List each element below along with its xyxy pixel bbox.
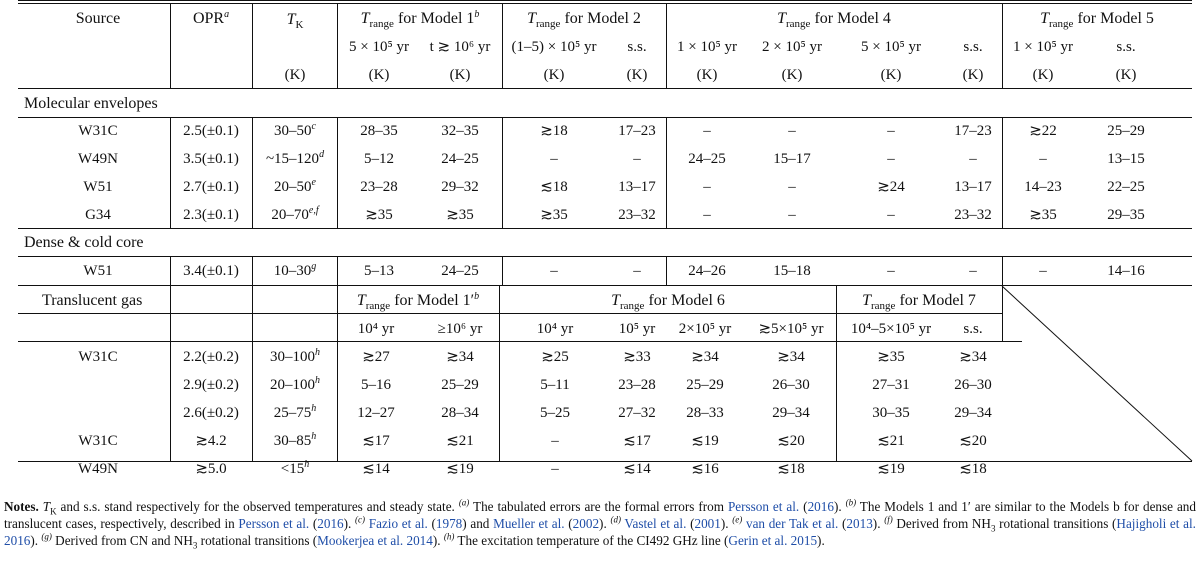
notes-text: The excitation temperature of the CI492 GHz line ( <box>454 533 729 548</box>
cell-opr: 2.3(±0.1) <box>183 207 239 223</box>
cell-opr: 2.5(±0.1) <box>183 123 239 139</box>
cell-trange: – <box>788 207 796 223</box>
cell-trange: ≳34 <box>691 349 719 365</box>
cell-trange: ≲18 <box>959 461 987 477</box>
unit-m4-col3: (K) <box>880 67 902 83</box>
cell-trange: 23–28 <box>618 377 656 393</box>
cell-source: W51 <box>83 263 113 279</box>
header-m5-col2: s.s. <box>1116 39 1136 55</box>
cell-trange: ≲21 <box>877 433 905 449</box>
citation-mueller[interactable]: Mueller et al. <box>493 516 565 531</box>
cell-trange: – <box>1039 151 1047 167</box>
citation-fazio[interactable]: Fazio et al. <box>368 516 428 531</box>
table-row <box>85 205 1145 223</box>
header-model5: $T_{range}$ for Model 5 <box>1040 10 1154 30</box>
cell-trange: – <box>551 433 559 449</box>
header-m6-col3: 2×10⁵ yr <box>678 321 732 337</box>
header-m1-col1: 5 × 10⁵ yr <box>349 39 409 55</box>
cell-trange: ≲19 <box>877 461 905 477</box>
header-m4-col1: 1 × 10⁵ yr <box>677 39 737 55</box>
header-m1-col2: t ≳ 10⁶ yr <box>429 39 491 55</box>
cell-trange: – <box>633 151 641 167</box>
header-row-1 <box>76 9 1154 31</box>
header-m1p-col2: ≥10⁶ yr <box>437 321 483 337</box>
cell-trange: 29–32 <box>441 179 479 195</box>
cell-opr: 2.9(±0.2) <box>183 377 239 393</box>
cell-trange: 5–16 <box>361 377 391 393</box>
notes-text: The Models 1 and 1′ are similar to the Models b for dense and translucent cases, respectively, described in <box>4 499 1196 531</box>
cell-trange: 24–25 <box>441 263 479 279</box>
cell-tk: $<15^h$ <box>280 459 310 477</box>
notes-text: ). <box>432 533 444 548</box>
cell-trange: 17–23 <box>618 123 656 139</box>
cell-trange: 23–32 <box>618 207 656 223</box>
cell-trange: ≳27 <box>362 349 390 365</box>
notes-text: . <box>725 516 733 531</box>
cell-source: W31C <box>78 349 118 365</box>
cell-trange: – <box>633 263 641 279</box>
cell-tk: ~15–120$^d$ <box>265 149 325 167</box>
cell-trange: 24–26 <box>688 263 726 279</box>
notes-text: Derived from CN and NH <box>51 533 193 548</box>
cell-trange: 17–23 <box>954 123 992 139</box>
cell-trange: 29–35 <box>1107 207 1145 223</box>
citation-persson-year[interactable]: 2016 <box>807 499 834 514</box>
header-model1p: $T_{range}$ for Model $1'^b$ <box>356 291 480 312</box>
cell-trange: ≳18 <box>540 123 568 139</box>
cell-opr: 3.5(±0.1) <box>183 151 239 167</box>
cell-source: W51 <box>83 179 113 195</box>
cell-trange: ≳22 <box>1029 123 1057 139</box>
cell-tk: 20–70$^{e,f}$ <box>271 205 319 223</box>
section-translucent-gas: Translucent gas <box>42 292 143 309</box>
header-m4-col3: 5 × 10⁵ yr <box>861 39 921 55</box>
cell-trange: 14–23 <box>1024 179 1062 195</box>
header-m4-col4: s.s. <box>963 39 983 55</box>
unit-m2-col2: (K) <box>626 67 648 83</box>
header-m5-col1: 1 × 10⁵ yr <box>1013 39 1073 55</box>
table-row <box>78 121 1144 139</box>
cell-trange: 32–35 <box>441 123 479 139</box>
data-table <box>18 0 1192 477</box>
cell-opr: ≳5.0 <box>195 461 227 477</box>
header-tk: $T_K$ <box>286 11 304 31</box>
header-model7: $T_{range}$ for Model 7 <box>862 292 976 312</box>
table-notes: Notes. $T_K$ and s.s. stand respectively for the observed temperatures and steady state. $^{(a)}$ The tabulated errors are the formal errors from Persson et al. (2016). $^{(b)}$ The Models 1 and 1′ are similar to the Models b for dense and translucent cases, respectively, described in Persson et al. (2016). $^{(c)}$ Fazio et al. (1978) and Mueller et al. (2002). $^{(d)}$ Vastel et al. (2001). $^{(e)}$ van der Tak et al. (2013). $^{(f)}$ Derived from $NH_3$ rotational transitions (Hajigholi et al. 2016). $^{(g)}$ Derived from CN and $NH_3$ rotational transitions (Mookerjea et al. 2014). $^{(h)}$ The excitation temperature of the CI492 GHz line (Gerin et al. 2015). <box>4 497 1196 551</box>
cell-trange: – <box>969 263 977 279</box>
nh3-subscript: 3 <box>192 540 198 551</box>
cell-trange: ≳35 <box>365 207 393 223</box>
note-marker-f: (f) <box>884 514 893 525</box>
cell-source: W31C <box>78 433 118 449</box>
unit-m1-col2: (K) <box>449 67 471 83</box>
cell-trange: – <box>703 123 711 139</box>
cell-trange: – <box>1039 263 1047 279</box>
header-m6-col1: 10⁴ yr <box>536 321 574 337</box>
cell-trange: 13–17 <box>954 179 992 195</box>
unit-m5-col2: (K) <box>1115 67 1137 83</box>
unit-m4-col4: (K) <box>962 67 984 83</box>
cell-trange: – <box>969 151 977 167</box>
cell-trange: 5–12 <box>364 151 394 167</box>
cell-tk: 20–100$^h$ <box>270 375 320 393</box>
cell-trange: – <box>703 207 711 223</box>
notes-text: and s.s. stand respectively for the observed temperatures and steady state. <box>56 499 459 514</box>
cell-trange: ≲21 <box>446 433 474 449</box>
cell-trange: 29–34 <box>954 405 992 421</box>
header-m6-col4: ≳5×10⁵ yr <box>758 321 824 337</box>
note-marker-d: (d) <box>610 514 621 525</box>
section-molecular-envelopes: Molecular envelopes <box>24 95 158 112</box>
header-m2-col1: (1–5) × 10⁵ yr <box>511 39 597 55</box>
cell-opr: ≳4.2 <box>195 433 227 449</box>
citation-mookerjea[interactable]: Mookerjea et al. 2014 <box>317 533 433 548</box>
notes-text: Derived from NH <box>892 516 991 531</box>
cell-trange: ≳35 <box>877 349 905 365</box>
translucent-header-row-2 <box>358 321 983 337</box>
table-row <box>183 403 992 421</box>
table-row <box>78 431 986 449</box>
header-m2-col2: s.s. <box>627 39 647 55</box>
cell-trange: 25–29 <box>441 377 479 393</box>
cell-opr: 3.4(±0.1) <box>183 263 239 279</box>
cell-trange: – <box>887 151 895 167</box>
cell-trange: ≳25 <box>541 349 569 365</box>
cell-trange: ≲14 <box>623 461 651 477</box>
citation-gerin[interactable]: Gerin et al. 2015 <box>728 533 818 548</box>
header-m7-col1: 10⁴–5×10⁵ yr <box>850 321 932 337</box>
notes-text: . <box>838 499 846 514</box>
notes-text: The tabulated errors are the formal errors from <box>469 499 728 514</box>
cell-trange: ≳34 <box>959 349 987 365</box>
notes-text: ). <box>817 533 825 548</box>
cell-source: G34 <box>85 207 111 223</box>
cell-trange: 23–28 <box>360 179 398 195</box>
cell-trange: – <box>887 263 895 279</box>
note-marker-b: (b) <box>845 497 857 508</box>
cell-trange: ≳24 <box>877 179 905 195</box>
cell-tk: 30–50$^c$ <box>274 121 316 139</box>
citation-fazio-year[interactable]: 1978 <box>435 516 463 531</box>
cell-trange: ≲19 <box>446 461 474 477</box>
cell-trange: – <box>788 123 796 139</box>
cell-trange: ≳35 <box>446 207 474 223</box>
cell-trange: – <box>550 151 558 167</box>
cell-source: W49N <box>78 461 118 477</box>
header-units-row <box>285 67 1137 83</box>
notes-text: and <box>466 516 494 531</box>
cell-trange: 29–34 <box>772 405 810 421</box>
cell-tk: 30–100$^h$ <box>270 347 320 365</box>
cell-trange: ≲19 <box>691 433 719 449</box>
notes-text: rotational transitions ( <box>995 516 1117 531</box>
cell-trange: 28–35 <box>360 123 398 139</box>
cell-opr: 2.7(±0.1) <box>183 179 239 195</box>
cell-trange: ≳35 <box>540 207 568 223</box>
citation-vandertak[interactable]: van der Tak et al. <box>745 516 839 531</box>
header-model1: $T_{range}$ for Model 1$^b$ <box>360 9 480 30</box>
translucent-rows <box>78 347 992 477</box>
header-row-2 <box>349 39 1136 55</box>
table-row <box>78 347 987 365</box>
translucent-header-row-1 <box>357 291 976 312</box>
notes-tk-sub: K <box>50 506 57 517</box>
header-opr: OPR$^a$ <box>192 9 230 27</box>
notes-tk-symbol: T <box>42 499 51 514</box>
cell-trange: ≲18 <box>540 179 568 195</box>
cell-trange: 28–33 <box>686 405 724 421</box>
section-dense-cold-core: Dense & cold core <box>24 234 144 251</box>
cell-trange: 25–29 <box>1107 123 1145 139</box>
note-marker-h: (h) <box>443 531 455 542</box>
note-marker-g: (g) <box>41 531 52 542</box>
note-marker-e: (e) <box>732 514 743 525</box>
cell-trange: – <box>788 179 796 195</box>
note-marker-c: (c) <box>355 514 366 525</box>
notes-text: ). <box>30 533 42 548</box>
nh3-subscript: 3 <box>990 523 996 534</box>
cell-trange: ≳34 <box>446 349 474 365</box>
cell-trange: 27–32 <box>618 405 656 421</box>
header-source: Source <box>75 10 121 27</box>
unit-m1-col1: (K) <box>368 67 390 83</box>
cell-trange: 22–25 <box>1107 179 1145 195</box>
unit-m4-col2: (K) <box>781 67 803 83</box>
citation-persson[interactable]: Persson et al. <box>238 516 310 531</box>
cell-tk: 25–75$^h$ <box>273 403 317 421</box>
cell-trange: 28–34 <box>441 405 479 421</box>
table-row <box>183 375 992 393</box>
cell-trange: – <box>887 123 895 139</box>
cell-trange: 13–17 <box>618 179 656 195</box>
cell-opr: 2.2(±0.2) <box>183 349 239 365</box>
table-row <box>78 149 1145 167</box>
cell-trange: 5–11 <box>540 377 570 393</box>
header-model6: $T_{range}$ for Model 6 <box>611 292 725 312</box>
cell-trange: 24–25 <box>441 151 479 167</box>
cell-trange: ≲20 <box>777 433 805 449</box>
cell-trange: 15–18 <box>773 263 811 279</box>
cell-trange: – <box>550 263 558 279</box>
header-m4-col2: 2 × 10⁵ yr <box>762 39 822 55</box>
empty-cell-diagonal <box>1002 286 1192 461</box>
cell-tk: 10–30$^g$ <box>273 261 317 279</box>
cell-trange: 26–30 <box>772 377 810 393</box>
dense-rows <box>83 261 1145 279</box>
cell-trange: – <box>703 179 711 195</box>
citation-persson-year[interactable]: 2016 <box>317 516 344 531</box>
cell-trange: ≲17 <box>362 433 390 449</box>
citation-mueller-year[interactable]: 2002 <box>572 516 600 531</box>
cell-trange: 27–31 <box>872 377 910 393</box>
cell-trange: 30–35 <box>872 405 910 421</box>
unit-tk: (K) <box>284 67 306 83</box>
cell-trange: 15–17 <box>773 151 811 167</box>
cell-trange: 26–30 <box>954 377 992 393</box>
table-row <box>83 261 1145 279</box>
unit-m2-col1: (K) <box>543 67 565 83</box>
cell-source: W49N <box>78 151 118 167</box>
notes-text: . <box>348 516 356 531</box>
cell-trange: 23–32 <box>954 207 992 223</box>
cell-trange: ≲16 <box>691 461 719 477</box>
cell-trange: ≲17 <box>623 433 651 449</box>
header-model4: $T_{range}$ for Model 4 <box>777 10 891 30</box>
header-m7-col2: s.s. <box>963 321 983 337</box>
cell-trange: ≲18 <box>777 461 805 477</box>
header-model2: $T_{range}$ for Model 2 <box>527 10 641 30</box>
cell-tk: 30–85$^h$ <box>273 431 317 449</box>
header-m1p-col1: 10⁴ yr <box>357 321 395 337</box>
cell-trange: ≳34 <box>777 349 805 365</box>
cell-trange: 13–15 <box>1107 151 1145 167</box>
cell-trange: 14–16 <box>1107 263 1145 279</box>
cell-opr: 2.6(±0.2) <box>183 405 239 421</box>
citation-vandertak-year[interactable]: 2013 <box>846 516 873 531</box>
notes-text: . <box>603 516 611 531</box>
cell-trange: 12–27 <box>357 405 395 421</box>
cell-trange: ≲14 <box>362 461 390 477</box>
unit-m5-col1: (K) <box>1032 67 1054 83</box>
notes-text: . <box>877 516 885 531</box>
citation-persson[interactable]: Persson et al. <box>727 499 800 514</box>
header-m6-col2: 10⁵ yr <box>618 321 656 337</box>
cell-trange: ≳35 <box>1029 207 1057 223</box>
cell-tk: 20–50e <box>274 177 316 195</box>
cell-trange: 5–25 <box>540 405 570 421</box>
cell-trange: – <box>887 207 895 223</box>
notes-text: rotational transitions ( <box>197 533 318 548</box>
cell-trange: ≳33 <box>623 349 651 365</box>
cell-trange: 5–13 <box>364 263 394 279</box>
cell-source: W31C <box>78 123 118 139</box>
unit-m4-col1: (K) <box>696 67 718 83</box>
citation-hajigholi[interactable]: Hajigholi et al. 2016 <box>4 516 1196 548</box>
citation-vastel[interactable]: Vastel et al. <box>624 516 687 531</box>
cell-trange: 25–29 <box>686 377 724 393</box>
cell-trange: ≲20 <box>959 433 987 449</box>
note-marker-a: (a) <box>458 497 470 508</box>
cell-trange: 24–25 <box>688 151 726 167</box>
molecular-rows <box>78 121 1145 223</box>
citation-vastel-year[interactable]: 2001 <box>694 516 721 531</box>
cell-trange: – <box>551 461 559 477</box>
table-row <box>83 177 1144 195</box>
notes-label: Notes. <box>4 499 39 514</box>
